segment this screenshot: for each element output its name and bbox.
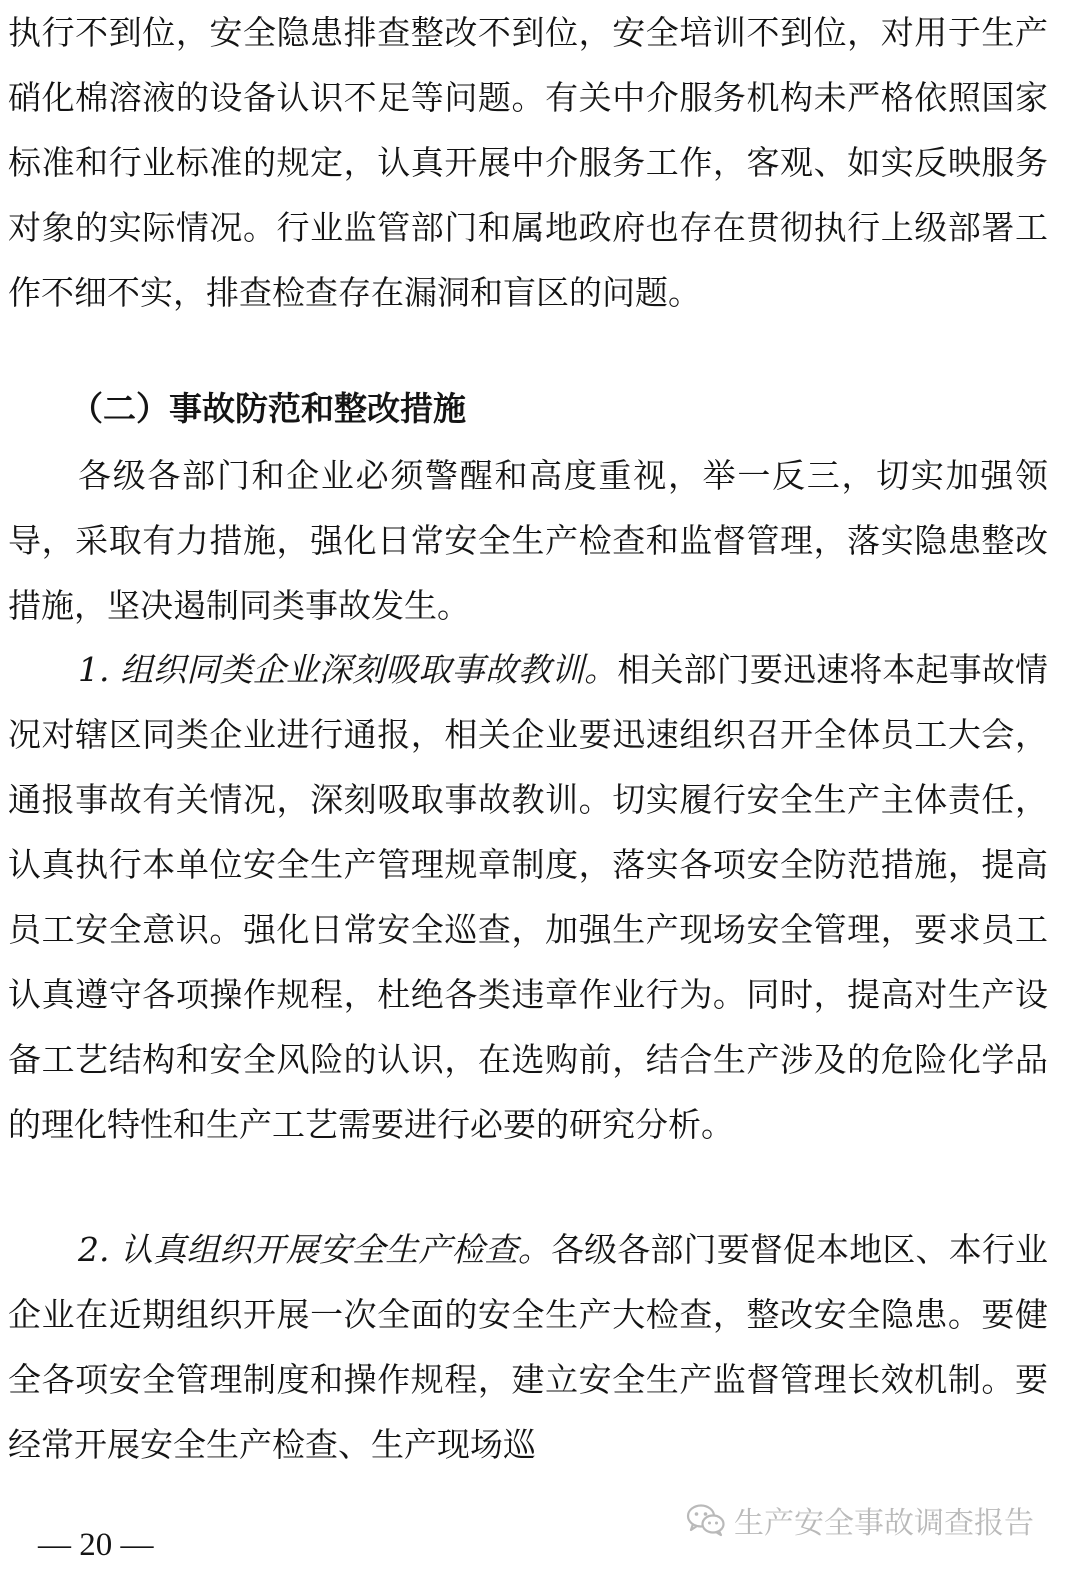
page-number: — 20 — <box>38 1527 154 1563</box>
paragraph-item-1 <box>8 637 1048 1157</box>
paragraph-responsibility-issues: 执行不到位，安全隐患排查整改不到位，安全培训不到位，对用于生产硝化棉溶液的设备认识不足等问题。有关中介服务机构未严格依照国家标准和行业标准的规定，认真开展中介服务工作，客观、如实反映服务对象的实际情况。行业监管部门和属地政府也存在贯彻执行上级部署工作不细不实，排查检查存在漏洞和盲区的问题。 <box>8 13 1048 312</box>
paragraph-item-2 <box>8 1217 1048 1477</box>
section-heading: （二）事故防范和整改措施 <box>70 389 466 428</box>
item-2-body: 各级各部门要督促本地区、本行业企业在近期组织开展一次全面的安全生产大检查，整改安全隐患。要健全各项安全管理制度和操作规程，建立安全生产监督管理长效机制。要经常开展安全生产检查、生产现场巡 <box>8 1230 1048 1464</box>
item-2-title: 2. 认真组织开展安全生产检查。 <box>78 1230 551 1269</box>
paragraph-prevention-intro: 各级各部门和企业必须警醒和高度重视，举一反三，切实加强领导，采取有力措施，强化日常安全生产检查和监督管理，落实隐患整改措施，坚决遏制同类事故发生。 <box>8 456 1048 625</box>
item-1-body: 相关部门要迅速将本起事故情况对辖区同类企业进行通报，相关企业要迅速组织召开全体员工大会，通报事故有关情况，深刻吸取事故教训。切实履行安全生产主体责任，认真执行本单位安全生产管理规章制度，落实各项安全防范措施，提高员工安全意识。强化日常安全巡查，加强生产现场安全管理，要求员工认真遵守各项操作规程，杜绝各类违章作业行为。同时，提高对生产设备工艺结构和安全风险的认识，在选购前，结合生产涉及的危险化学品的理化特性和生产工艺需要进行必要的研究分析。 <box>8 650 1049 1144</box>
watermark-text: 生产安全事故调查报告 <box>734 1506 1034 1541</box>
wechat-icon <box>686 1503 726 1537</box>
watermark <box>686 1497 1034 1543</box>
item-1-title: 1. 组织同类企业深刻吸取事故教训。 <box>78 650 618 689</box>
